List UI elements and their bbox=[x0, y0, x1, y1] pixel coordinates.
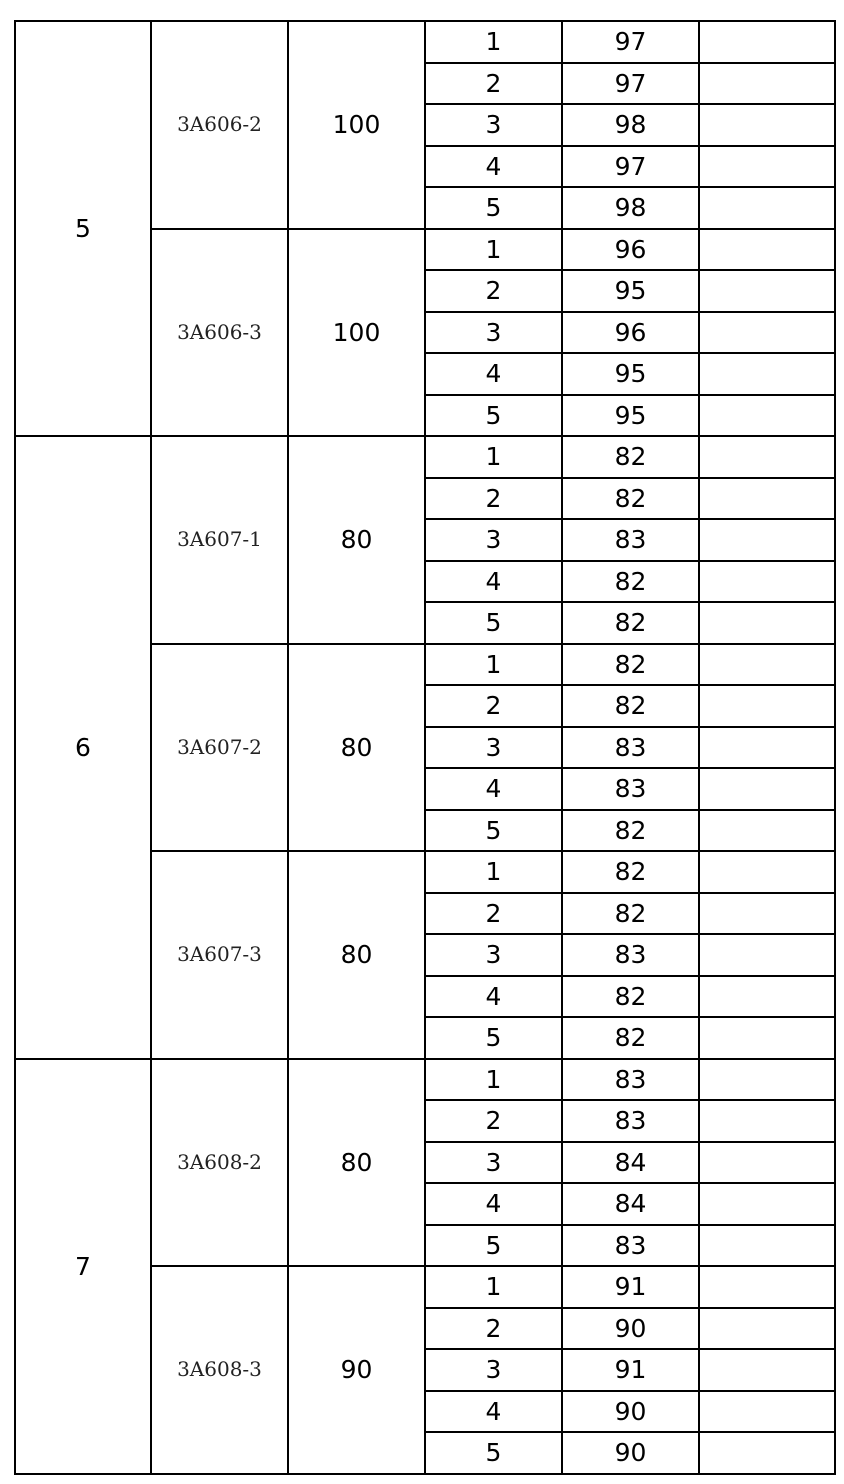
reading-number-cell: 3 bbox=[425, 934, 562, 976]
reading-number-cell: 4 bbox=[425, 1183, 562, 1225]
blank-cell bbox=[699, 1391, 835, 1433]
reading-value-cell: 91 bbox=[562, 1266, 699, 1308]
sample-code-cell: 3A608-2 bbox=[151, 1059, 288, 1267]
blank-cell bbox=[699, 768, 835, 810]
reading-number-cell: 1 bbox=[425, 644, 562, 686]
sample-code-cell: 3A606-3 bbox=[151, 229, 288, 437]
reading-number-cell: 4 bbox=[425, 561, 562, 603]
blank-cell bbox=[699, 436, 835, 478]
sample-value-cell: 100 bbox=[288, 229, 425, 437]
reading-value-cell: 82 bbox=[562, 561, 699, 603]
reading-value-cell: 96 bbox=[562, 312, 699, 354]
reading-number-cell: 1 bbox=[425, 1266, 562, 1308]
reading-number-cell: 5 bbox=[425, 187, 562, 229]
sample-value-cell: 80 bbox=[288, 644, 425, 852]
reading-number-cell: 2 bbox=[425, 893, 562, 935]
reading-number-cell: 4 bbox=[425, 768, 562, 810]
blank-cell bbox=[699, 353, 835, 395]
blank-cell bbox=[699, 63, 835, 105]
blank-cell bbox=[699, 1142, 835, 1184]
blank-cell bbox=[699, 312, 835, 354]
blank-cell bbox=[699, 1183, 835, 1225]
blank-cell bbox=[699, 104, 835, 146]
reading-number-cell: 3 bbox=[425, 519, 562, 561]
reading-number-cell: 1 bbox=[425, 229, 562, 271]
blank-cell bbox=[699, 851, 835, 893]
reading-number-cell: 4 bbox=[425, 1391, 562, 1433]
reading-number-cell: 5 bbox=[425, 602, 562, 644]
blank-cell bbox=[699, 976, 835, 1018]
reading-value-cell: 83 bbox=[562, 519, 699, 561]
table-body bbox=[15, 21, 835, 1474]
table-row bbox=[15, 436, 835, 478]
group-number-cell: 7 bbox=[15, 1059, 151, 1474]
blank-cell bbox=[699, 187, 835, 229]
blank-cell bbox=[699, 1059, 835, 1101]
blank-cell bbox=[699, 1308, 835, 1350]
reading-number-cell: 3 bbox=[425, 104, 562, 146]
reading-number-cell: 3 bbox=[425, 312, 562, 354]
reading-number-cell: 1 bbox=[425, 1059, 562, 1101]
reading-number-cell: 5 bbox=[425, 1432, 562, 1474]
reading-number-cell: 2 bbox=[425, 685, 562, 727]
reading-value-cell: 83 bbox=[562, 1059, 699, 1101]
reading-value-cell: 83 bbox=[562, 934, 699, 976]
reading-number-cell: 3 bbox=[425, 727, 562, 769]
reading-number-cell: 1 bbox=[425, 436, 562, 478]
sample-value-cell: 90 bbox=[288, 1266, 425, 1474]
blank-cell bbox=[699, 1266, 835, 1308]
blank-cell bbox=[699, 519, 835, 561]
blank-cell bbox=[699, 270, 835, 312]
reading-value-cell: 83 bbox=[562, 727, 699, 769]
reading-value-cell: 83 bbox=[562, 768, 699, 810]
reading-value-cell: 82 bbox=[562, 644, 699, 686]
blank-cell bbox=[699, 934, 835, 976]
reading-value-cell: 82 bbox=[562, 810, 699, 852]
reading-value-cell: 84 bbox=[562, 1142, 699, 1184]
reading-value-cell: 83 bbox=[562, 1100, 699, 1142]
reading-number-cell: 1 bbox=[425, 21, 562, 63]
blank-cell bbox=[699, 893, 835, 935]
blank-cell bbox=[699, 1225, 835, 1267]
blank-cell bbox=[699, 810, 835, 852]
table-row bbox=[15, 21, 835, 63]
reading-value-cell: 82 bbox=[562, 436, 699, 478]
reading-number-cell: 1 bbox=[425, 851, 562, 893]
reading-value-cell: 82 bbox=[562, 893, 699, 935]
sample-code-cell: 3A607-1 bbox=[151, 436, 288, 644]
reading-number-cell: 5 bbox=[425, 1225, 562, 1267]
sample-code-cell: 3A606-2 bbox=[151, 21, 288, 229]
reading-value-cell: 95 bbox=[562, 353, 699, 395]
sample-value-cell: 80 bbox=[288, 436, 425, 644]
reading-value-cell: 90 bbox=[562, 1432, 699, 1474]
reading-value-cell: 82 bbox=[562, 602, 699, 644]
reading-value-cell: 82 bbox=[562, 851, 699, 893]
reading-number-cell: 3 bbox=[425, 1349, 562, 1391]
sample-value-cell: 80 bbox=[288, 1059, 425, 1267]
reading-number-cell: 5 bbox=[425, 395, 562, 437]
blank-cell bbox=[699, 602, 835, 644]
blank-cell bbox=[699, 644, 835, 686]
reading-value-cell: 82 bbox=[562, 685, 699, 727]
group-number-cell: 6 bbox=[15, 436, 151, 1059]
reading-number-cell: 5 bbox=[425, 1017, 562, 1059]
blank-cell bbox=[699, 1349, 835, 1391]
blank-cell bbox=[699, 21, 835, 63]
reading-number-cell: 4 bbox=[425, 976, 562, 1018]
reading-value-cell: 90 bbox=[562, 1391, 699, 1433]
reading-number-cell: 5 bbox=[425, 810, 562, 852]
reading-number-cell: 2 bbox=[425, 1308, 562, 1350]
sample-code-cell: 3A607-3 bbox=[151, 851, 288, 1059]
table-row bbox=[15, 1059, 835, 1101]
reading-value-cell: 84 bbox=[562, 1183, 699, 1225]
reading-number-cell: 2 bbox=[425, 270, 562, 312]
sample-value-cell: 80 bbox=[288, 851, 425, 1059]
blank-cell bbox=[699, 478, 835, 520]
reading-value-cell: 83 bbox=[562, 1225, 699, 1267]
reading-value-cell: 91 bbox=[562, 1349, 699, 1391]
reading-value-cell: 97 bbox=[562, 21, 699, 63]
reading-value-cell: 95 bbox=[562, 395, 699, 437]
reading-value-cell: 82 bbox=[562, 478, 699, 520]
blank-cell bbox=[699, 395, 835, 437]
reading-value-cell: 90 bbox=[562, 1308, 699, 1350]
group-number-cell: 5 bbox=[15, 21, 151, 436]
blank-cell bbox=[699, 229, 835, 271]
reading-value-cell: 82 bbox=[562, 1017, 699, 1059]
reading-value-cell: 82 bbox=[562, 976, 699, 1018]
blank-cell bbox=[699, 727, 835, 769]
blank-cell bbox=[699, 1017, 835, 1059]
blank-cell bbox=[699, 561, 835, 603]
reading-number-cell: 3 bbox=[425, 1142, 562, 1184]
blank-cell bbox=[699, 685, 835, 727]
blank-cell bbox=[699, 1100, 835, 1142]
sample-code-cell: 3A608-3 bbox=[151, 1266, 288, 1474]
reading-number-cell: 2 bbox=[425, 1100, 562, 1142]
blank-cell bbox=[699, 1432, 835, 1474]
reading-number-cell: 4 bbox=[425, 353, 562, 395]
blank-cell bbox=[699, 146, 835, 188]
reading-number-cell: 4 bbox=[425, 146, 562, 188]
reading-number-cell: 2 bbox=[425, 478, 562, 520]
reading-value-cell: 97 bbox=[562, 63, 699, 105]
reading-value-cell: 97 bbox=[562, 146, 699, 188]
reading-number-cell: 2 bbox=[425, 63, 562, 105]
data-table bbox=[14, 20, 836, 1475]
reading-value-cell: 98 bbox=[562, 104, 699, 146]
reading-value-cell: 96 bbox=[562, 229, 699, 271]
reading-value-cell: 98 bbox=[562, 187, 699, 229]
sample-value-cell: 100 bbox=[288, 21, 425, 229]
sample-code-cell: 3A607-2 bbox=[151, 644, 288, 852]
reading-value-cell: 95 bbox=[562, 270, 699, 312]
